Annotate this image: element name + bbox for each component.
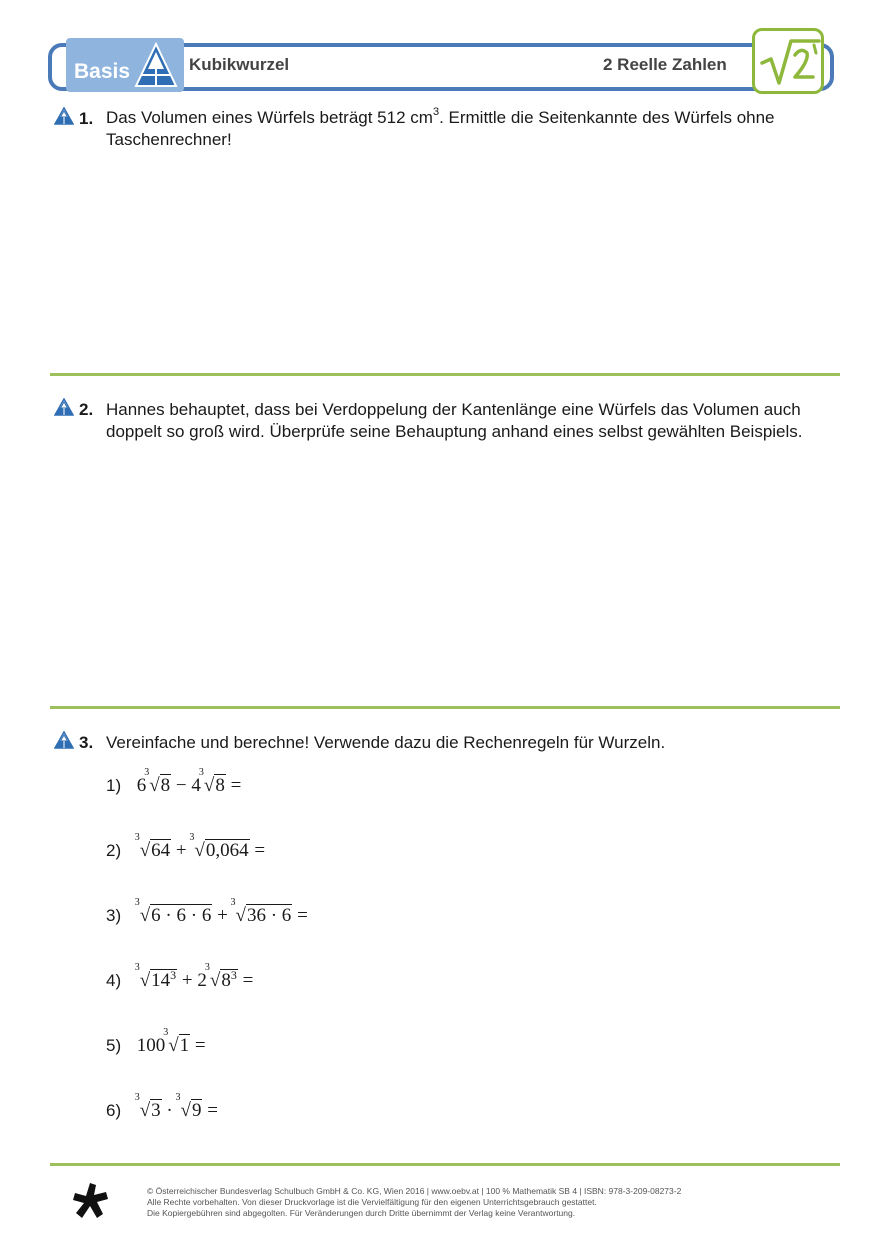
item-label: 4) <box>106 971 122 990</box>
root-index: 3 <box>189 832 195 843</box>
task-1-exponent: 3 <box>432 106 440 118</box>
exercise-item <box>106 767 242 797</box>
footer-line-3: Die Kopiergebühren sind abgegolten. Für Veränderungen durch Dritte übernimmt der Verlag keine Verantwortung. <box>147 1208 576 1218</box>
level-triangle-icon <box>54 731 74 749</box>
footer-divider <box>50 1163 840 1166</box>
copyright-notice <box>147 1186 681 1219</box>
math-expression <box>136 767 242 796</box>
cube-root: 3 √36 · 6 <box>230 897 292 926</box>
level-triangle-icon <box>54 398 74 416</box>
footer-line-1: © Österreichischer Bundesverlag Schulbuch GmbH & Co. KG, Wien 2016 | www.oebv.at | 100 % Mathematik SB 4 | ISBN: 978-3-209-08273-2 <box>147 1186 682 1196</box>
radicand: 9 <box>191 1100 202 1121</box>
exercise-item <box>106 1092 218 1122</box>
header-line-bottom <box>185 87 753 91</box>
page-topic: Kubikwurzel <box>189 55 290 74</box>
operator: + <box>212 905 233 926</box>
root-index: 3 <box>163 1027 169 1038</box>
equals: = <box>237 970 254 991</box>
task-3-number: 3. <box>79 733 94 752</box>
radicand: 3 <box>151 1100 161 1121</box>
math-expression <box>136 1027 206 1056</box>
math-expression <box>134 832 266 861</box>
equals: = <box>202 1100 218 1121</box>
root-index: 3 <box>134 897 140 908</box>
task-1-number: 1. <box>79 109 94 128</box>
math-expression <box>134 897 308 926</box>
radicand: 36 · 6 <box>246 905 292 926</box>
cube-root: 3 $√14^3$ <box>134 962 177 991</box>
equals: = <box>225 775 242 796</box>
root-index: 3 <box>204 962 210 973</box>
radicand: 8 <box>215 775 225 796</box>
publisher-logo-icon <box>70 1180 112 1222</box>
exercise-item <box>106 962 254 992</box>
task-1-text-a: Das Volumen eines Würfels beträgt 512 cm <box>106 108 433 127</box>
exponent: 3 <box>170 968 177 982</box>
root-index: 3 <box>134 962 140 973</box>
radicand: 0,064 <box>205 840 249 861</box>
operator: + 2 <box>177 970 207 991</box>
task-1-text <box>106 107 775 151</box>
cube-root: 3 √9 <box>175 1092 202 1121</box>
cube-root: 3 $√8^3$ <box>204 962 237 991</box>
answer-space-divider <box>50 373 840 376</box>
cube-root: 3 √64 <box>134 832 171 861</box>
operator: + <box>171 840 192 861</box>
logo-label: Basis <box>74 60 131 83</box>
cube-root: 3 √6 · 6 · 6 <box>134 897 212 926</box>
radicand: 64 <box>151 840 171 861</box>
cube-root: 3 √3 <box>134 1092 161 1121</box>
cube-root: 3 √8 <box>144 767 171 796</box>
radicand <box>150 969 177 991</box>
item-label: 1) <box>106 776 122 795</box>
radicand: 6 · 6 · 6 <box>151 905 212 926</box>
root-index: 3 <box>230 897 236 908</box>
item-label: 5) <box>106 1036 122 1055</box>
root-index: 3 <box>175 1092 181 1103</box>
task-1-text-b: . Ermittle die Seitenkannte des Würfels ohne <box>439 108 775 127</box>
operator: − 4 <box>171 775 201 796</box>
task-3-text: Vereinfache und berechne! Verwende dazu die Rechenregeln für Wurzeln. <box>106 733 666 752</box>
answer-space-divider <box>50 706 840 709</box>
task-2-line-2: doppelt so groß wird. Überprüfe seine Behauptung anhand eines selbst gewählten Beispiels. <box>106 422 803 441</box>
coefficient: 100 <box>136 1035 166 1056</box>
exercise-item <box>106 897 308 927</box>
radicand: 8 <box>160 775 171 796</box>
equals: = <box>292 905 308 926</box>
equals: = <box>190 1035 206 1056</box>
cube-root: 3 √0,064 <box>189 832 249 861</box>
exercise-item <box>106 832 266 862</box>
basis-logo <box>66 38 184 92</box>
header-line-top <box>185 43 753 47</box>
radicand: 1 <box>179 1035 190 1056</box>
exercise-item <box>106 1027 206 1057</box>
item-label: 3) <box>106 906 122 925</box>
coefficient: 6 <box>136 775 147 796</box>
exponent: 3 <box>230 968 237 982</box>
base: 8 <box>221 970 231 991</box>
cube-root: 3 √1 <box>163 1027 190 1056</box>
task-1-text-c: Taschenrechner! <box>106 130 232 149</box>
math-expression <box>134 1092 218 1121</box>
triangle-logo-icon <box>134 42 178 88</box>
task-2-number: 2. <box>79 400 94 419</box>
root-2-badge <box>752 28 824 94</box>
operator: · <box>161 1100 178 1121</box>
level-triangle-icon <box>54 107 74 125</box>
item-label: 2) <box>106 841 122 860</box>
item-label: 6) <box>106 1101 122 1120</box>
task-2-line-1: Hannes behauptet, dass bei Verdoppelung der Kantenlänge eine Würfels das Volumen auch <box>106 400 801 419</box>
root-index: 3 <box>134 832 140 843</box>
math-expression <box>134 962 254 991</box>
task-2-text <box>106 399 803 443</box>
chapter-title: 2 Reelle Zahlen <box>603 55 727 74</box>
root-index: 3 <box>134 1092 140 1103</box>
footer-line-2: Alle Rechte vorbehalten. Von dieser Druckvorlage ist die Vervielfältigung für den eigenen Unterrichtsgebrauch gestattet. <box>147 1197 597 1207</box>
radicand <box>220 969 238 991</box>
root-index: 3 <box>198 767 204 778</box>
cube-root: 3 √8 <box>198 767 225 796</box>
root-2-icon <box>757 33 821 91</box>
root-index: 3 <box>144 767 150 778</box>
equals: = <box>249 840 266 861</box>
base: 14 <box>151 970 171 991</box>
